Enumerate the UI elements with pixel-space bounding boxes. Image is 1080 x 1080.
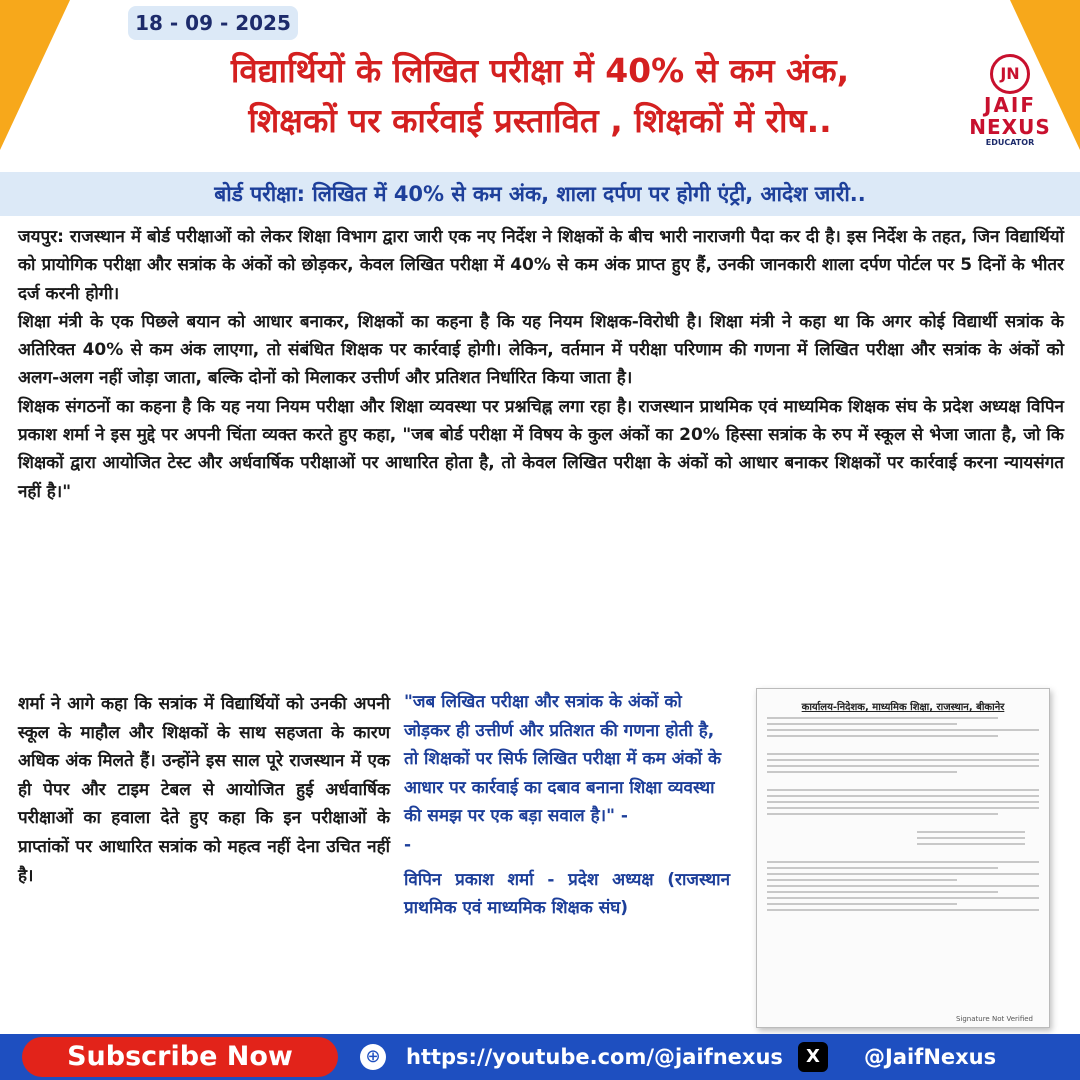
doc-gap <box>767 777 1039 785</box>
doc-gap <box>767 849 1039 857</box>
doc-text-line <box>767 765 1039 767</box>
doc-text-line <box>767 873 1039 875</box>
official-order-document-image <box>756 688 1050 1028</box>
doc-text-line <box>767 807 1039 809</box>
subscribe-button[interactable]: Subscribe Now <box>22 1037 338 1077</box>
doc-text-line <box>767 789 1039 791</box>
x-handle-link[interactable]: @JaifNexus <box>864 1045 997 1069</box>
doc-text-line <box>767 879 957 881</box>
headline-line-1: विद्यार्थियों के लिखित परीक्षा में 40% से कम अंक, <box>230 51 850 90</box>
document-title: कार्यालय-निदेशक, माध्यमिक शिक्षा, राजस्थान, बीकानेर <box>801 702 1005 713</box>
article-body <box>18 223 1064 506</box>
logo-text-nexus: NEXUS <box>969 115 1051 139</box>
headline-line-2: शिक्षकों पर कार्रवाई प्रस्तावित , शिक्षकों में रोष.. <box>248 101 832 140</box>
doc-text-line <box>767 717 998 719</box>
brand-logo <box>962 54 1058 164</box>
doc-text-line <box>767 897 1039 899</box>
doc-text-line <box>767 771 957 773</box>
doc-text-line <box>767 813 998 815</box>
doc-text-line <box>767 723 957 725</box>
doc-text-line <box>767 759 1039 761</box>
doc-text-line <box>767 735 998 737</box>
doc-signature-line <box>917 843 1026 845</box>
x-logo-icon[interactable]: X <box>798 1042 828 1072</box>
paragraph-2: शिक्षा मंत्री के एक पिछले बयान को आधार बनाकर, शिक्षकों का कहना है कि यह नियम शिक्षक-विरोधी है। शिक्षा मंत्री ने कहा था कि अगर कोई विद्यार्थी सत्रांक के अतिरिक्त 40% से कम अंक लाएगा, तो संबंधित शिक्षक पर कार्रवाई होगी। लेकिन, वर्तमान में परीक्षा परिणाम की गणना में लिखित परीक्षा और सत्रांक के अंकों को अलग-अलग नहीं जोड़ा जाता, बल्कि दोनों को मिलाकर उत्तीर्ण और प्रतिशत निर्धारित किया जाता है। <box>18 311 1065 389</box>
quote-attribution: विपिन प्रकाश शर्मा - प्रदेश अध्यक्ष (राजस्थान प्राथमिक एवं माध्यमिक शिक्षक संघ) <box>404 869 730 919</box>
paragraph-3: शिक्षक संगठनों का कहना है कि यह नया नियम परीक्षा और शिक्षा व्यवस्था पर प्रश्नचिह्न लगा रहा है। राजस्थान प्राथमिक एवं माध्यमिक शिक्षक संघ के प्रदेश अध्यक्ष विपिन प्रकाश शर्मा ने इस मुद्दे पर अपनी चिंता व्यक्त करते हुए कहा, "जब बोर्ड परीक्षा में विषय के कुल अंकों का 20% हिस्सा सत्रांक के रुप में स्कूल से भेजा जाता है, जो कि शिक्षकों द्वारा आयोजित टेस्ट और अर्धवार्षिक परीक्षाओं पर आधारित होता है, तो केवल लिखित परीक्षा के अंकों को आधार बनाकर शिक्षकों पर कार्रवाई करना न्यायसंगत नहीं है।" <box>18 396 1064 502</box>
doc-text-line <box>767 801 1039 803</box>
doc-signature-line <box>917 831 1026 833</box>
paragraph-4: शर्मा ने आगे कहा कि सत्रांक में विद्यार्थियों को उनकी अपनी स्कूल के माहौल और शिक्षकों के साथ सहजता के कारण अधिक अंक मिलते हैं। उन्होंने इस साल पूरे राजस्थान में एक ही पेपर और टाइम टेबल से आयोजित हुई अर्धवार्षिक परीक्षाओं का हवाला देते हुए कहा कि इन परीक्षाओं के प्राप्तांकों पर आधारित सत्रांक को महत्व नहीं देना उचित नहीं है। <box>18 694 390 886</box>
logo-text-jaif: JAIF <box>983 93 1037 117</box>
corner-decoration-left <box>0 0 70 150</box>
subheadline: बोर्ड परीक्षा: लिखित में 40% से कम अंक, शाला दर्पण पर होगी एंट्री, आदेश जारी.. <box>0 172 1080 216</box>
logo-mark-icon: JN <box>990 54 1030 94</box>
pull-quote <box>404 688 730 923</box>
paragraph-1: जयपुर: राजस्थान में बोर्ड परीक्षाओं को लेकर शिक्षा विभाग द्वारा जारी एक नए निर्देश ने शिक्षकों के बीच भारी नाराजगी पैदा कर दी है। इस निर्देश के तहत, जिन विद्यार्थियों को प्रायोगिक परीक्षा और सत्रांक के अंकों को छोड़कर, केवल लिखित परीक्षा में 40% से कम अंक प्राप्त हुए हैं, उनकी जानकारी शाला दर्पण पोर्टल पर 5 दिनों के भीतर दर्ज करनी होगी। <box>18 227 1064 304</box>
headline <box>100 46 980 146</box>
quote-dash: - <box>404 834 412 855</box>
doc-text-line <box>767 909 1039 911</box>
doc-text-line <box>767 885 1039 887</box>
date-badge: 18 - 09 - 2025 <box>128 6 298 40</box>
doc-signature-line <box>917 837 1026 839</box>
document-stamp: Signature Not Verified <box>955 1015 1033 1023</box>
youtube-link[interactable]: https://youtube.com/@jaifnexus <box>406 1045 783 1069</box>
doc-text-line <box>767 795 1039 797</box>
doc-gap <box>767 741 1039 749</box>
globe-icon: ⊕ <box>360 1044 386 1070</box>
doc-text-line <box>767 903 957 905</box>
doc-text-line <box>767 753 1039 755</box>
doc-text-line <box>767 729 1039 731</box>
quote-text: "जब लिखित परीक्षा और सत्रांक के अंकों को जोड़कर ही उत्तीर्ण और प्रतिशत की गणना होती है, तो शिक्षकों पर सिर्फ लिखित परीक्षा में कम अंकों के आधार पर कार्रवाई का दबाव बनाना शिक्षा व्यवस्था की समझ पर एक बड़ा सवाल है।" - <box>404 692 722 827</box>
doc-text-line <box>767 861 1039 863</box>
doc-gap <box>767 819 1039 827</box>
logo-text-educator: EDUCATOR <box>985 138 1035 147</box>
doc-text-line <box>767 867 998 869</box>
doc-text-line <box>767 891 998 893</box>
